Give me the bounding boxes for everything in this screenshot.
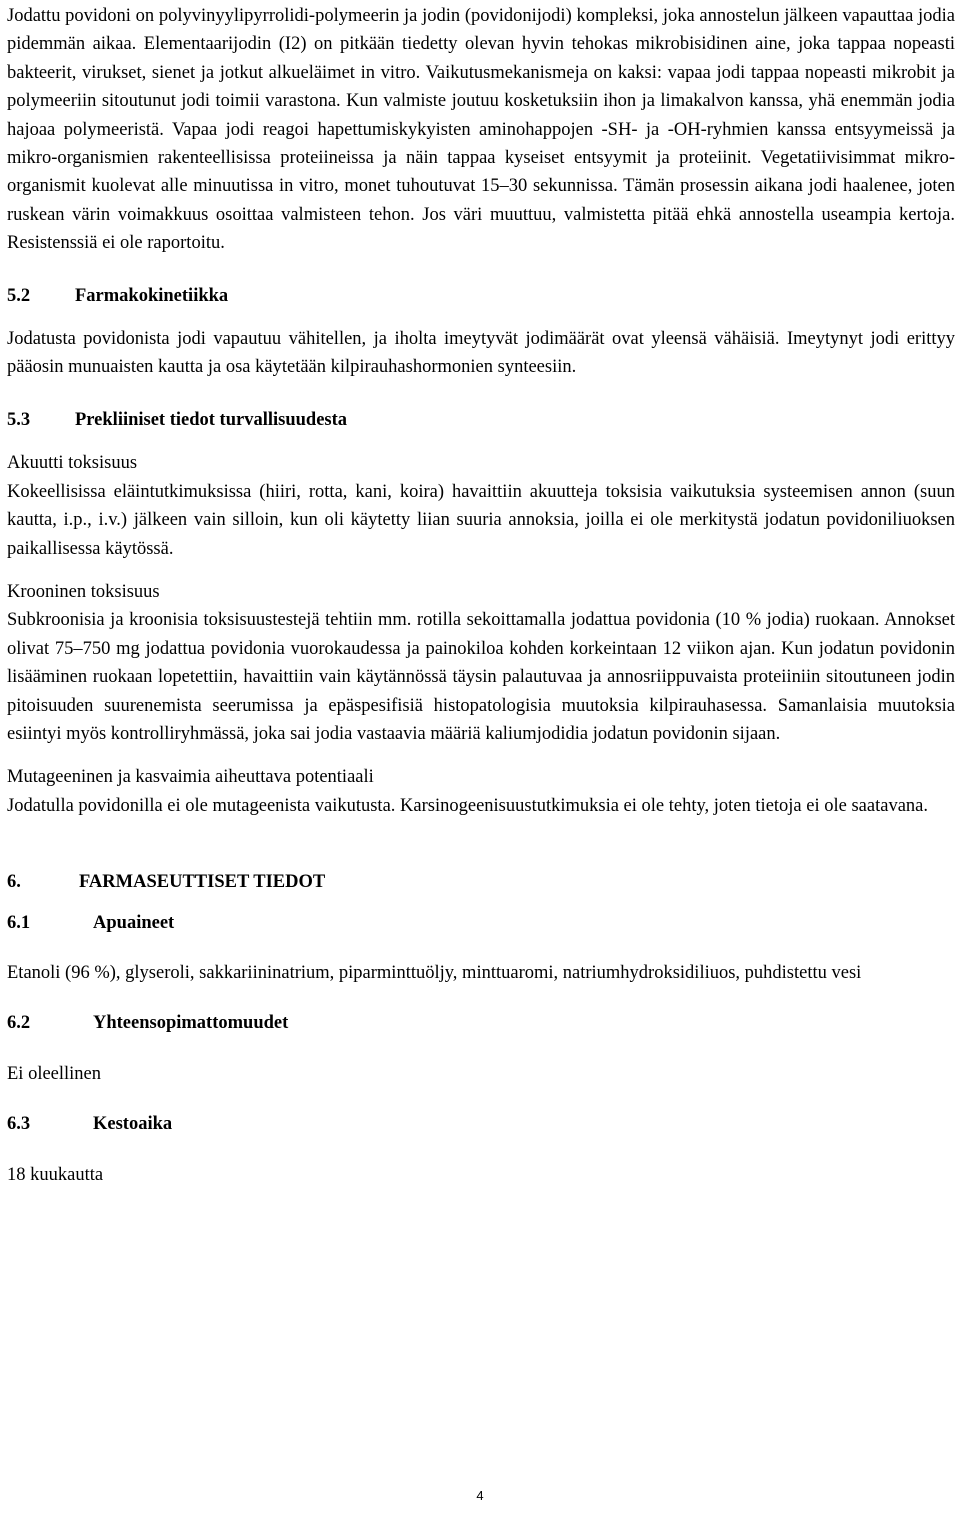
acute-toxicity-text: Kokeellisissa eläintutkimuksissa (hiiri, rotta, kani, koira) havaittiin akuutteja toksisia vaikutuksia systeemisen annon (suun kautta, i.p., i.v.) jälkeen vain silloin, kun oli käytetty liian suuria annoksia, joilla ei ole merkitystä jodatun povidoniliuoksen paikallisessa käytössä. [7, 481, 955, 559]
section-number: 6.3 [7, 1114, 31, 1135]
section-title: Farmakokinetiikka [75, 285, 229, 306]
chronic-toxicity-text: Subkroonisia ja kroonisia toksisuustestejä tehtiin mm. rotilla sekoittamalla jodattua povidonia (10 % jodia) ruokaan. Annokset olivat 75–750 mg jodattua povidonia vuorokaudessa ja painokiloa kohden korkeintaan 12 viikon ajan. Kun jodatun povidonin lisääminen ruokaan lopetettiin, havaittiin vain käytännössä täysin palautuvaa ja annosriippuvaista proteiiniin sitoutuneen jodin pitoisuuden suurenemista seerumissa ja epäspesifisiä histopatologisia muutoksia kilpirauhasessa. Samanlaisia muutoksia esiintyi myös kontrolliryhmässä, joka sai jodia vastaavia määriä kaliumjodidia jodatun povidonin sijaan. [7, 610, 955, 744]
excipients-text: Etanoli (96 %), glyseroli, sakkariininatrium, piparminttuöljy, minttuaromi, natriumhydroksidiliuos, puhdistettu vesi [7, 962, 862, 983]
pharmacokinetics-paragraph: Jodatusta povidonista jodi vapautuu vähitellen, ja iholta imeytyvät jodimäärät ovat yleensä vähäisiä. Imeytynyt jodi erittyy pääosin munuaisten kautta ja osa käytetään kilpirauhashormonien synteesiin. [7, 329, 955, 378]
intro-paragraph: Jodattu povidoni on polyvinyylipyrrolidi-polymeerin ja jodin (povidonijodi) kompleksi, joka annostelun jälkeen vapauttaa jodia pidemmän aikaa. Elementaarijodin (I2) on pitkään tiedetty olevan hyvin tehokas mikrobisidinen aine, joka tappaa nopeasti bakteerit, virukset, sienet ja jotkut alkueläimet in vitro. Vaikutusmekanismeja on kaksi: vapaa jodi tappaa nopeasti mikrobit ja polymeeriin sitoutunut jodi toimii varastona. Kun valmiste joutuu kosketuksiin ihon ja limakalvon kanssa, yhä enemmän jodia hajoaa polymeeristä. Vapaa jodi reagoi hapettumiskykyisten aminohappojen -SH- ja -OH-ryhmien kanssa entsyymeissä ja mikro-organismien rakenteellisissa proteiineissa ja näin tappaa kyseiset entsyymit ja proteiinit. Vegetatiivisimmat mikro-organismit kuolevat alle minuutissa in vitro, monet tuhoutuvat 15–30 sekunnissa. Tämän prosessin aikana jodi haalenee, joten ruskean värin voimakkuus osoittaa valmisteen tehon. Jos väri muuttuu, valmistetta pitää ehkä annostella useampia kertoja. Resistenssiä ei ole raportoitu. [7, 6, 955, 254]
acute-toxicity-title: Akuutti toksisuus [7, 453, 138, 474]
section-title: Kestoaika [93, 1114, 173, 1135]
section-title: Yhteensopimattomuudet [93, 1013, 289, 1034]
mutagenic-text: Jodatulla povidonilla ei ole mutageenista vaikutusta. Karsinogeenisuustutkimuksia ei ole tehty, joten tietoja ei ole saatavana. [7, 795, 928, 816]
section-6-1-heading [7, 909, 955, 937]
shelf-life-text: 18 kuukautta [7, 1164, 104, 1185]
mutagenic-title: Mutageeninen ja kasvaimia aiheuttava potentiaali [7, 767, 374, 788]
section-number: 6. [7, 872, 21, 893]
mutagenic-block [7, 763, 955, 820]
section-5-2-heading [7, 282, 955, 310]
page-number: 4 [476, 1488, 484, 1503]
section-number: 5.2 [7, 285, 31, 306]
acute-toxicity-block [7, 449, 955, 563]
section-6-heading [7, 868, 955, 896]
chronic-toxicity-block [7, 578, 955, 748]
section-title: Apuaineet [93, 912, 175, 933]
document-page [7, 0, 955, 1204]
section-number: 5.3 [7, 409, 31, 430]
section-title: Prekliiniset tiedot turvallisuudesta [75, 409, 348, 430]
section-number: 6.2 [7, 1013, 31, 1034]
section-6-2-heading [7, 1009, 955, 1037]
chronic-toxicity-title: Krooninen toksisuus [7, 581, 160, 602]
section-6-3-heading [7, 1110, 955, 1138]
section-title: FARMASEUTTISET TIEDOT [79, 872, 326, 893]
section-number: 6.1 [7, 912, 31, 933]
section-5-3-heading [7, 406, 955, 434]
incompatibilities-text: Ei oleellinen [7, 1063, 102, 1084]
